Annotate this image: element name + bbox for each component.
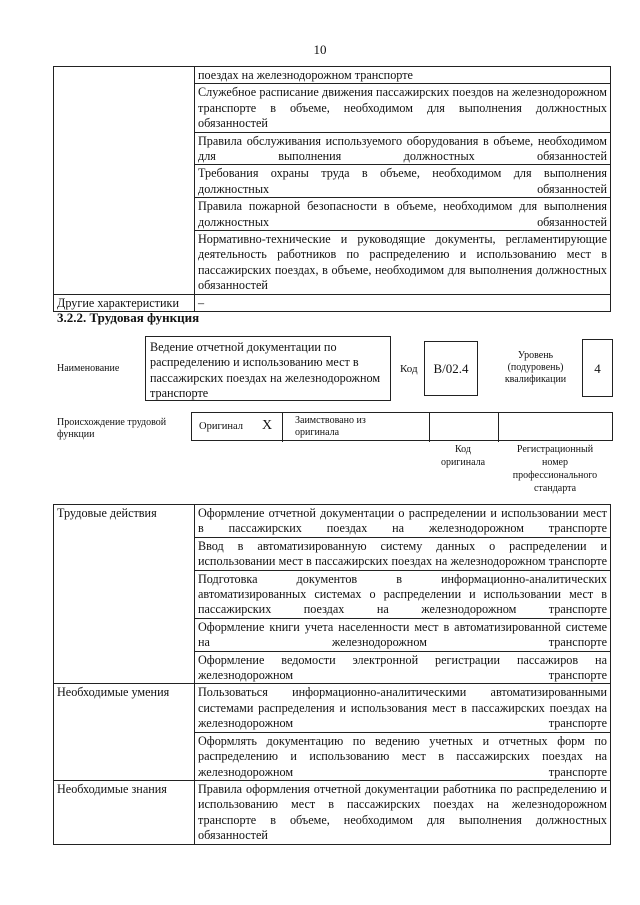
table-row <box>54 684 611 732</box>
other-characteristics-value: – <box>195 294 611 311</box>
table-row <box>54 780 611 844</box>
table-cell: Оформление ведомости электронной регистрации пассажиров на железнодорожном транспорте <box>195 651 611 684</box>
table-cell: Пользоваться информационно-аналитическими автоматизированными системами распределения и использования мест в пассажирских поездах на железнодорожном транспорте <box>195 684 611 732</box>
code-value: В/02.4 <box>433 361 469 376</box>
table-cell: Оформление отчетной документации о распределении и использовании мест в пассажирских поездах на железнодорожном транспорте <box>195 505 611 538</box>
table-row <box>54 67 611 84</box>
origin-label: Происхождение трудовой функции <box>57 417 167 440</box>
name-label: Наименование <box>57 363 120 374</box>
other-characteristics-label: Другие характеристики <box>54 294 195 311</box>
labor-actions-label: Трудовые действия <box>54 505 195 684</box>
table-cell: Оформление книги учета населенности мест в автоматизированной системе на железнодорожном транспорте <box>195 618 611 651</box>
table-cell: поездах на железнодорожном транспорте <box>195 67 611 84</box>
table-cell: Правила оформления отчетной документации работника по распределению и использованию мест в пассажирских поездах на железнодорожном транспорте в объеме, необходимом для выполнения должностных обязанностей <box>195 780 611 844</box>
page-number: 10 <box>313 42 327 57</box>
labor-function-table <box>53 504 611 845</box>
registration-caption: Регистрационный номер профессионального стандарта <box>512 444 598 494</box>
table-cell: Правила пожарной безопасности в объеме, необходимом для выполнения должностных обязанностей <box>195 198 611 231</box>
table-row <box>54 505 611 538</box>
code-value-box <box>424 341 478 396</box>
level-value: 4 <box>594 361 601 376</box>
table-cell-empty <box>54 67 195 295</box>
original-mark: Х <box>262 418 273 433</box>
section-title: 3.2.2. Трудовая функция <box>57 310 200 325</box>
knowledge-label: Необходимые знания <box>54 780 195 844</box>
code-original-caption: Код оригинала <box>440 444 486 468</box>
level-value-box <box>582 339 613 397</box>
original-label: Оригинал <box>199 421 243 432</box>
level-label: Уровень (подуровень) квалификации <box>504 350 567 385</box>
characteristics-table <box>53 66 611 312</box>
borrowed-label: Заимствовано из оригинала <box>295 415 366 438</box>
code-label: Код <box>400 363 418 375</box>
table-cell: Подготовка документов в информационно-аналитических автоматизированных системах о распределении и использовании мест в пассажирских поездах на железнодорожном транспорте <box>195 570 611 618</box>
table-cell: Ввод в автоматизированную систему данных о распределении и использовании мест в пассажирских поездах на железнодорожном транспорте <box>195 537 611 570</box>
table-cell: Правила обслуживания используемого оборудования в объеме, необходимом для выполнения должностных обязанностей <box>195 132 611 165</box>
name-value: Ведение отчетной документации по распределению и использованию мест в пассажирских поездах на железнодорожном транспорте <box>150 340 381 401</box>
table-cell: Нормативно-технические и руководящие документы, регламентирующие деятельность работников по распределению и использованию мест в пассажирских поездах, в объеме, необходимом для выполнения должностных обязанностей <box>195 231 611 295</box>
name-value-box <box>145 336 391 401</box>
skills-label: Необходимые умения <box>54 684 195 780</box>
table-cell: Требования охраны труда в объеме, необходимом для выполнения должностных обязанностей <box>195 165 611 198</box>
table-cell: Оформлять документацию по ведению учетных и отчетных форм по распределению и использованию мест в пассажирских поездах на железнодорожном транспорте <box>195 732 611 780</box>
table-row <box>54 294 611 311</box>
table-cell: Служебное расписание движения пассажирских поездов на железнодорожном транспорте в объеме, необходимом для выполнения должностных обязанностей <box>195 84 611 132</box>
origin-boxes <box>191 412 613 441</box>
